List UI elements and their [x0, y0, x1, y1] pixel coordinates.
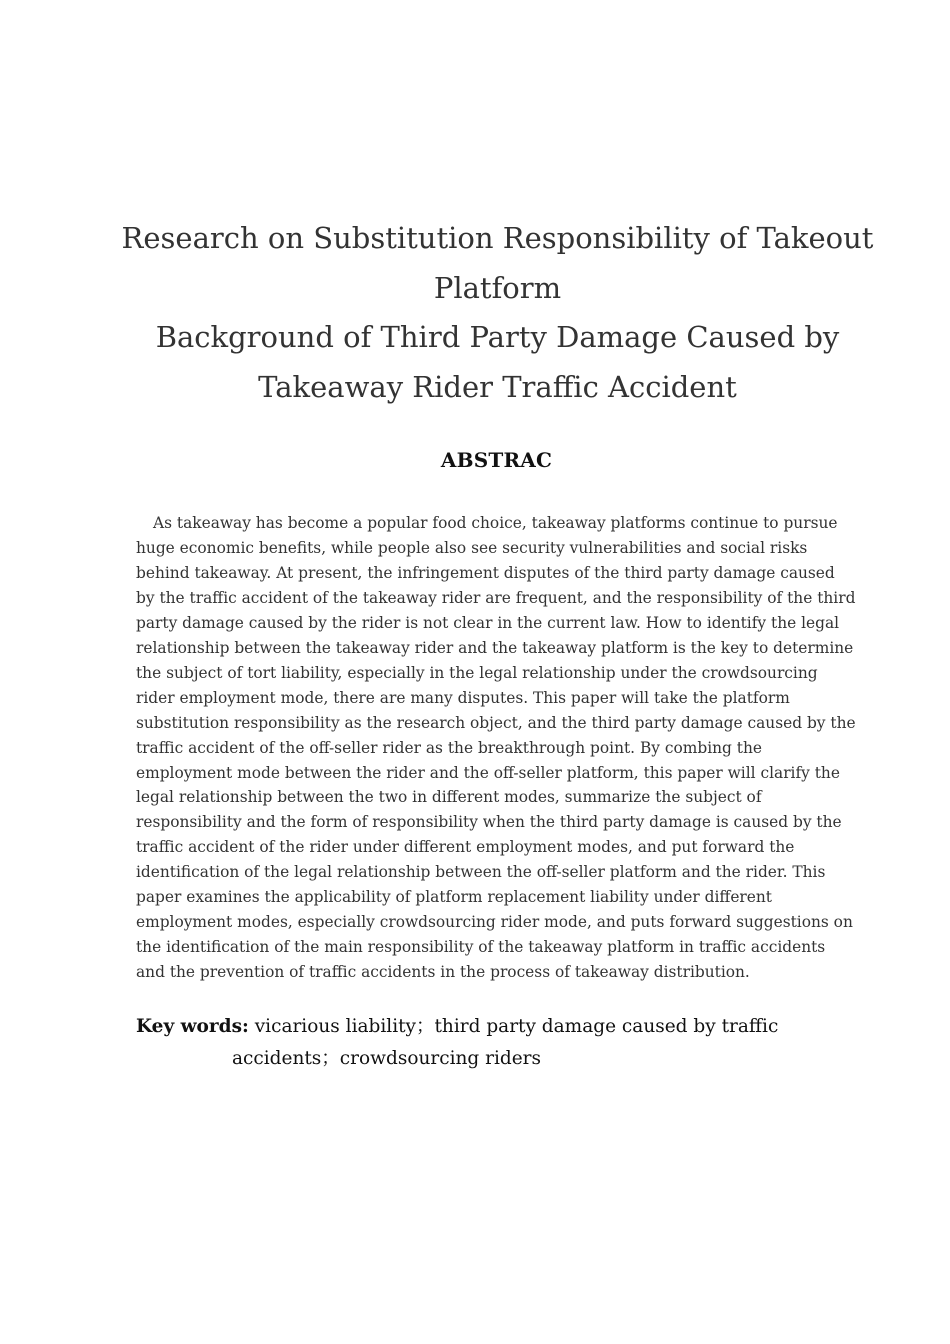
- keywords-label: Key words:: [136, 1016, 249, 1037]
- title-line-main: Research on Substitution Responsibility of Takeout Platform: [121, 221, 874, 305]
- title-line-sub: Background of Third Party Damage Caused by Takeaway Rider Traffic Accident: [155, 320, 840, 404]
- paper-title: [120, 214, 875, 412]
- keywords: [136, 1011, 882, 1075]
- abstract-body: As takeaway has become a popular food choice, takeaway platforms continue to pursue huge economic benefits, while people also see security vulnerabilities and social risks behind takeaway. At present, the infringement disputes of the third party damage caused by the traffic accident of the takeaway rider are frequent, and the responsibility of the third party damage caused by the rider is not clear in the current law. How to identify the legal relationship between the takeaway rider and the takeaway platform is the key to determine the subject of tort liability, especially in the legal relationship under the crowdsourcing rider employment mode, there are many disputes. This paper will take the platform substitution responsibility as the research object, and the third party damage caused by the traffic accident of the off-seller rider as the breakthrough point. By combing the employment mode between the rider and the off-seller platform, this paper will clarify the legal relationship between the two in different modes, summarize the subject of responsibility and the form of responsibility when the third party damage is caused by the traffic accident of the rider under different employment modes, and put forward the identification of the legal relationship between the off-seller platform and the rider. This paper examines the applicability of platform replacement liability under different employment modes, especially crowdsourcing rider mode, and puts forward suggestions on the identification of the main responsibility of the takeaway platform in traffic accidents and the prevention of traffic accidents in the process of takeaway distribution.: [136, 514, 856, 982]
- abstract-heading: ABSTRAC: [440, 448, 553, 472]
- keywords-text: vicarious liability；third party damage caused by traffic accidents；crowdsourcing riders: [232, 1016, 779, 1069]
